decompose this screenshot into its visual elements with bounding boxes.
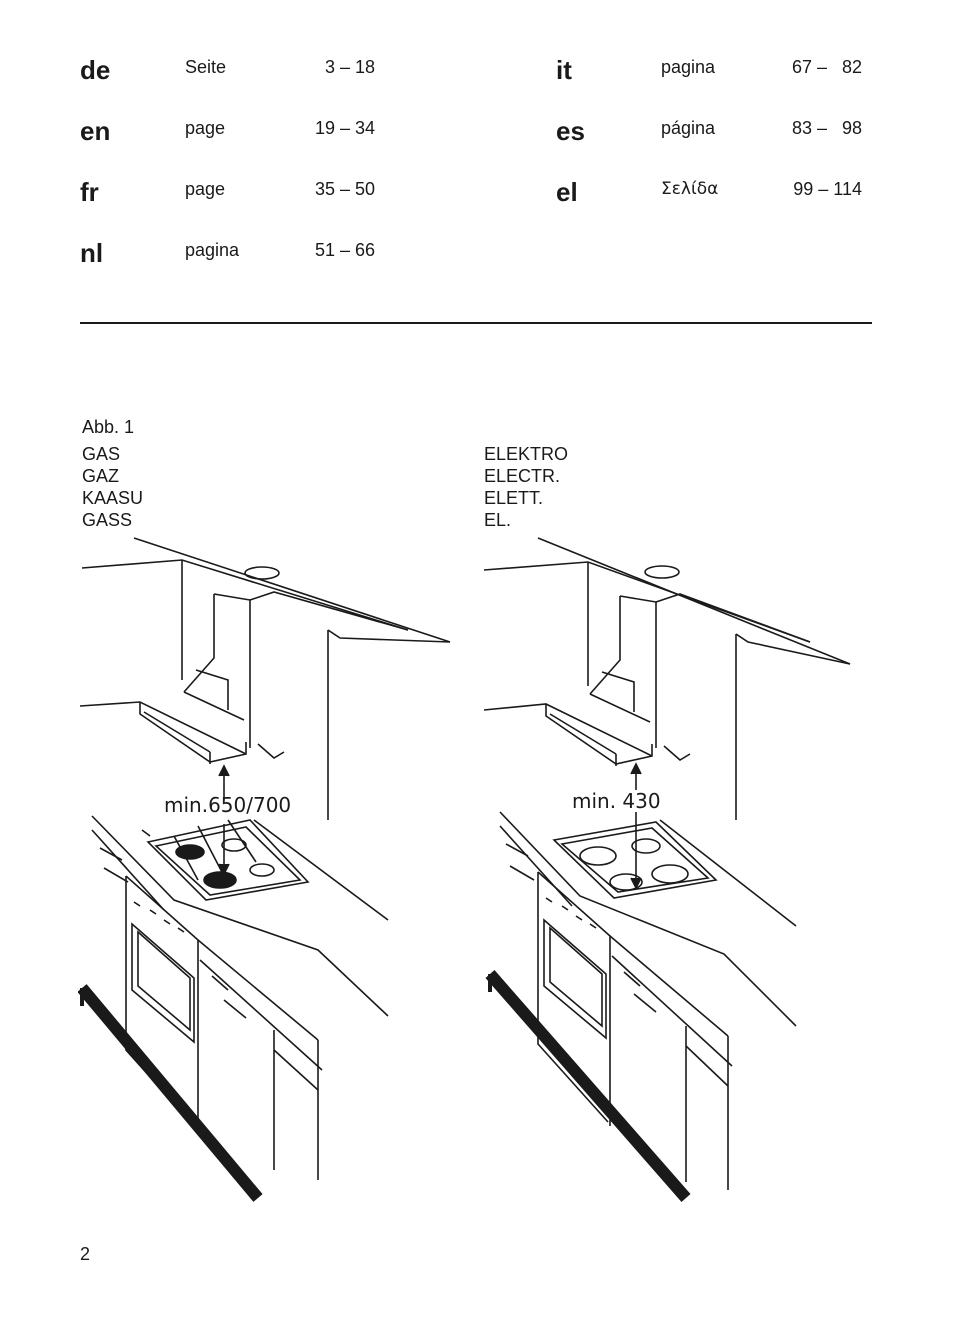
lang-code-nl: nl xyxy=(80,238,104,268)
electric-label: EL. xyxy=(484,510,512,530)
gas-installation-illustration xyxy=(78,530,468,1210)
electric-installation-illustration xyxy=(480,530,870,1210)
figure-caption: Abb. 1 xyxy=(82,417,135,437)
page-range-it: 67 – 82 xyxy=(791,57,862,77)
gas-labels xyxy=(82,443,143,531)
page-range-en: 19 – 34 xyxy=(314,118,375,138)
gas-label: GASS xyxy=(82,510,133,530)
page-word-en: page xyxy=(185,118,226,138)
lang-code-el: el xyxy=(556,177,578,207)
page-word-fr: page xyxy=(185,179,226,199)
lang-code-it: it xyxy=(556,55,572,85)
page-range-el: 99 – 114 xyxy=(793,179,862,199)
lang-code-en: en xyxy=(80,116,111,146)
electric-label: ELEKTRO xyxy=(484,444,569,464)
section-divider xyxy=(80,322,872,324)
gas-clearance-label: min.650/700 xyxy=(164,793,292,817)
electric-label: ELECTR. xyxy=(484,466,561,486)
lang-code-fr: fr xyxy=(80,177,99,207)
page-range-de: 3 – 18 xyxy=(324,57,375,77)
electric-labels xyxy=(484,443,568,531)
electric-label: ELETT. xyxy=(484,488,544,508)
page-word-de: Seite xyxy=(185,57,227,77)
page-range-nl: 51 – 66 xyxy=(314,240,375,260)
page-word-nl: pagina xyxy=(185,240,240,260)
electric-clearance-label: min. 430 xyxy=(572,789,661,813)
gas-label: KAASU xyxy=(82,488,144,508)
gas-label: GAZ xyxy=(82,466,120,486)
page-word-it: pagina xyxy=(661,57,716,77)
lang-code-es: es xyxy=(556,116,585,146)
page-number: 2 xyxy=(80,1244,91,1264)
page-range-fr: 35 – 50 xyxy=(314,179,375,199)
page-range-es: 83 – 98 xyxy=(791,118,862,138)
lang-code-de: de xyxy=(80,55,111,85)
gas-label: GAS xyxy=(82,444,121,464)
page-word-el: Σελίδα xyxy=(661,179,719,199)
page-word-es: página xyxy=(661,118,716,138)
